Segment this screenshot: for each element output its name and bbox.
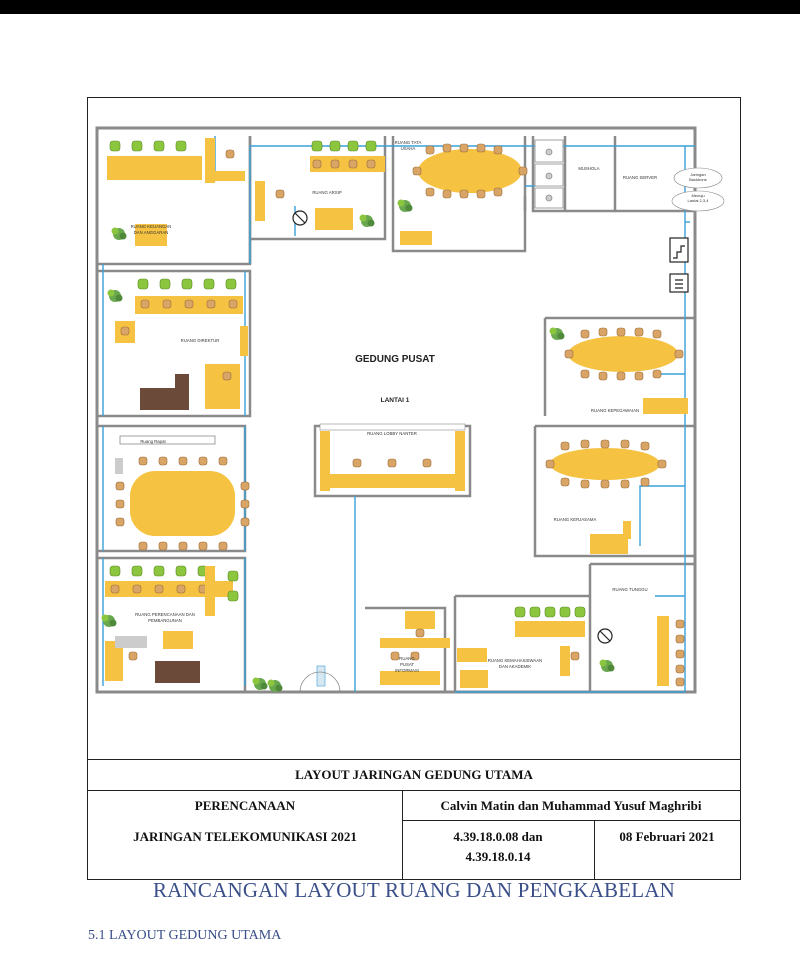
table-title-row <box>87 759 741 791</box>
label-mushola: MUSHOLA <box>578 166 600 171</box>
building-title: GEDUNG PUSAT <box>355 354 435 365</box>
course-label: JARINGAN TELEKOMUNIKASI 2021 <box>133 829 357 844</box>
date: 08 Februari 2021 <box>619 829 715 844</box>
label-keuangan: RUANG KEUANGAN DAN ANGGARAN <box>130 224 172 235</box>
label-perencanaan: RUANG PERENCANAAN DAN PEMBANGUNAN <box>135 612 195 623</box>
planning-label: PERENCANAAN <box>194 798 296 813</box>
label-rapat: Ruang Rapat <box>140 439 166 444</box>
label-kerjasama: RUANG KERJASAMA <box>553 517 597 522</box>
nim-line-2: 4.39.18.0.14 <box>465 849 531 864</box>
table-info-row <box>87 790 741 880</box>
label-arsip: RUANG ARSIP <box>312 190 342 195</box>
label-informasi: RUANG PUSAT INFORMASI <box>395 656 419 673</box>
label-kepegawaian: RUANG KEPEGAWAIAN <box>590 408 640 413</box>
label-tatausaha: RUANG TATA USAHA <box>394 140 422 151</box>
label-server: RUANG SERVER <box>622 175 658 180</box>
label-akademik: RUANG KEMAHASISWAAN DAN AKADEMIK <box>487 658 543 669</box>
table-title: LAYOUT JARINGAN GEDUNG UTAMA <box>295 767 533 782</box>
label-tunggu: RUANG TUNGGU <box>612 587 648 592</box>
top-black-bar <box>0 0 800 14</box>
nim-line-1: 4.39.18.0.08 dan <box>453 829 543 844</box>
floor-label: LANTAI 1 <box>380 397 410 404</box>
subsection-heading: 5.1 LAYOUT GEDUNG UTAMA <box>88 928 282 943</box>
label-lobby: RUANG LOBBY NANTER <box>367 431 417 436</box>
label-direktur: RUANG DIREKTUR <box>180 338 220 343</box>
authors: Calvin Matin dan Muhammad Yusuf Maghribi <box>440 798 702 813</box>
section-heading: RANCANGAN LAYOUT RUANG DAN PENGKABELAN <box>152 878 676 902</box>
floor-plan <box>95 126 709 696</box>
legend-text: Jaringan Backbone Menuju Lantai 2,3,4 <box>687 172 709 203</box>
room-utility <box>535 140 563 208</box>
